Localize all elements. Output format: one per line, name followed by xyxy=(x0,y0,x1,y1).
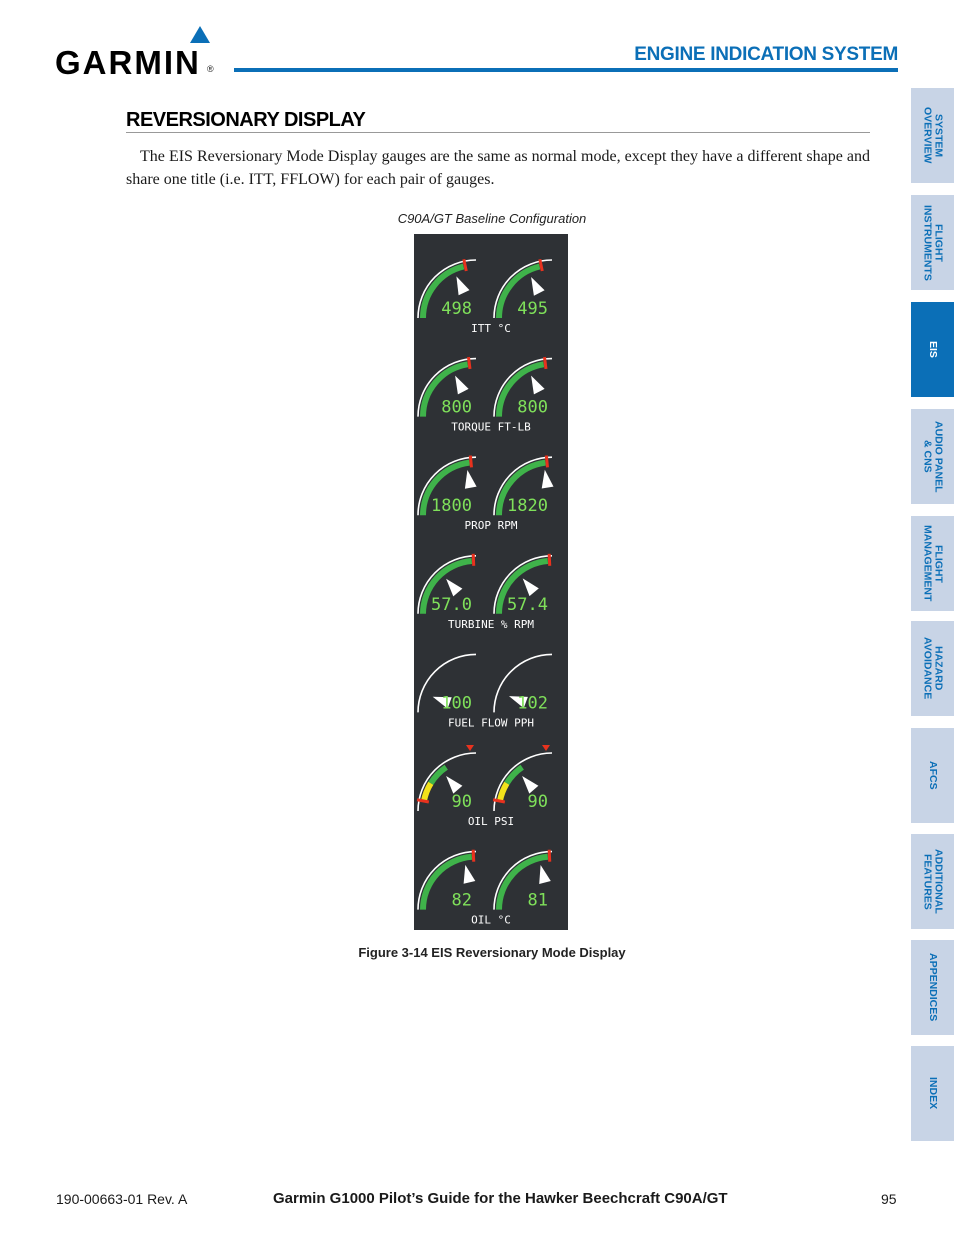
tab-additional-features[interactable] xyxy=(911,834,954,929)
gauge-title: TURBINE % RPM xyxy=(447,617,535,631)
gauge-readout-right: 102 xyxy=(517,693,548,714)
gauge-pointer-icon xyxy=(455,376,469,395)
gauge-red-limit-tick xyxy=(549,850,550,862)
tab-label: AFCS xyxy=(927,761,939,790)
section-title: REVERSIONARY DISPLAY xyxy=(126,109,366,131)
gauge-readout-right: 495 xyxy=(517,299,548,319)
tab-label: APPENDICES xyxy=(927,953,939,1022)
tab-label: FLIGHT INSTRUMENTS xyxy=(921,204,945,281)
gauge-pointer-icon xyxy=(531,277,545,296)
garmin-logo xyxy=(55,24,220,81)
gauge-title: ITT °C xyxy=(471,322,511,335)
section-rule xyxy=(126,132,870,133)
gauge-readout-left: 800 xyxy=(441,397,472,418)
tab-flight-instruments[interactable] xyxy=(911,195,954,290)
tab-afcs[interactable] xyxy=(911,728,954,823)
tab-audio-panel-cns[interactable] xyxy=(911,409,954,504)
header-rule xyxy=(234,68,898,72)
gauge-pointer-icon xyxy=(531,376,545,395)
eis-reversionary-panel xyxy=(414,234,568,930)
gauge-red-limit-tick xyxy=(473,850,474,862)
tab-label: HAZARD AVOIDANCE xyxy=(921,637,945,700)
gauge-pointer-icon xyxy=(446,579,462,597)
gauge-pair xyxy=(418,850,552,927)
gauge-pointer-icon xyxy=(446,776,462,794)
body-paragraph: The EIS Reversionary Mode Display gauges are the same as normal mode, except they have a different shape and share one title (i.e. ITT, FFLOW) for each pair of gauges. xyxy=(126,148,870,188)
gauge-red-limit-tick xyxy=(549,554,550,566)
gauge-pair xyxy=(418,654,552,729)
figure-caption: Figure 3-14 EIS Reversionary Mode Display xyxy=(358,945,626,960)
gauge-readout-right: 90 xyxy=(527,792,548,812)
gauge-pointer-icon xyxy=(542,470,554,489)
logo-wordmark: GARMIN xyxy=(55,44,201,81)
gauge-title: FUEL FLOW PPH xyxy=(447,716,535,730)
tab-appendices[interactable] xyxy=(911,940,954,1035)
gauge-red-marker-icon xyxy=(466,745,474,751)
footer-doc-number: 190-00663-01 Rev. A xyxy=(56,1191,188,1207)
tab-label: ADDITIONAL FEATURES xyxy=(921,849,945,914)
gauge-pointer-icon xyxy=(522,776,538,794)
gauge-readout-right: 800 xyxy=(517,397,548,418)
gauge-pointer-icon xyxy=(464,865,476,884)
tab-label: FLIGHT MANAGEMENT xyxy=(921,525,945,602)
tab-label: AUDIO PANEL & CNS xyxy=(921,420,945,493)
gauge-red-limit-tick xyxy=(544,357,546,369)
gauge-title: PROP RPM xyxy=(464,519,518,533)
gauge-red-limit-tick xyxy=(470,455,471,467)
gauge-red-limit-tick xyxy=(468,357,470,369)
gauge-red-limit-tick xyxy=(473,554,474,566)
logo-registered-mark: ® xyxy=(207,64,214,74)
tab-eis[interactable] xyxy=(911,302,954,397)
gauge-readout-left: 57.0 xyxy=(431,594,472,615)
gauge-stack xyxy=(414,234,568,930)
gauge-pair xyxy=(418,554,552,631)
footer-title: Garmin G1000 Pilot’s Guide for the Hawker Beechcraft C90A/GT xyxy=(273,1190,728,1207)
gauge-pointer-icon xyxy=(456,276,469,295)
gauge-pointer-icon xyxy=(465,470,477,489)
gauge-readout-right: 57.4 xyxy=(507,594,548,615)
gauge-pair xyxy=(417,745,552,828)
logo-triangle-icon xyxy=(190,26,210,43)
gauge-red-marker-icon xyxy=(542,745,550,751)
tab-index[interactable] xyxy=(911,1046,954,1141)
gauge-title: OIL °C xyxy=(471,913,511,927)
gauge-pointer-icon xyxy=(523,578,539,596)
tab-label: INDEX xyxy=(927,1077,939,1110)
gauge-readout-right: 1820 xyxy=(507,496,548,517)
gauge-yellow-band xyxy=(500,783,507,801)
gauge-pointer-icon xyxy=(539,865,551,884)
gauge-readout-left: 1800 xyxy=(431,496,472,517)
gauge-pair xyxy=(418,357,552,434)
gauge-yellow-band xyxy=(424,783,431,801)
tab-system-overview[interactable] xyxy=(911,88,954,183)
footer-page-number: 95 xyxy=(881,1191,897,1207)
gauge-readout-left: 498 xyxy=(441,299,472,319)
gauge-green-band xyxy=(431,767,446,783)
gauge-pair xyxy=(418,455,554,532)
chapter-title: ENGINE INDICATION SYSTEM xyxy=(634,44,898,65)
gauge-readout-left: 82 xyxy=(451,890,472,911)
tab-label: EIS xyxy=(927,341,939,358)
gauge-red-limit-tick xyxy=(546,455,547,467)
config-caption: C90A/GT Baseline Configuration xyxy=(397,211,587,226)
tab-label: SYSTEM OVERVIEW xyxy=(921,107,945,164)
gauge-pair xyxy=(418,259,552,335)
gauge-readout-right: 81 xyxy=(527,890,548,911)
gauge-title: TORQUE FT-LB xyxy=(451,420,531,434)
gauge-readout-left: 100 xyxy=(441,693,472,714)
tab-flight-management[interactable] xyxy=(911,516,954,611)
gauge-readout-left: 90 xyxy=(451,792,472,812)
gauge-green-band xyxy=(507,767,522,783)
tab-hazard-avoidance[interactable] xyxy=(911,621,954,716)
gauge-title: OIL PSI xyxy=(467,815,515,828)
